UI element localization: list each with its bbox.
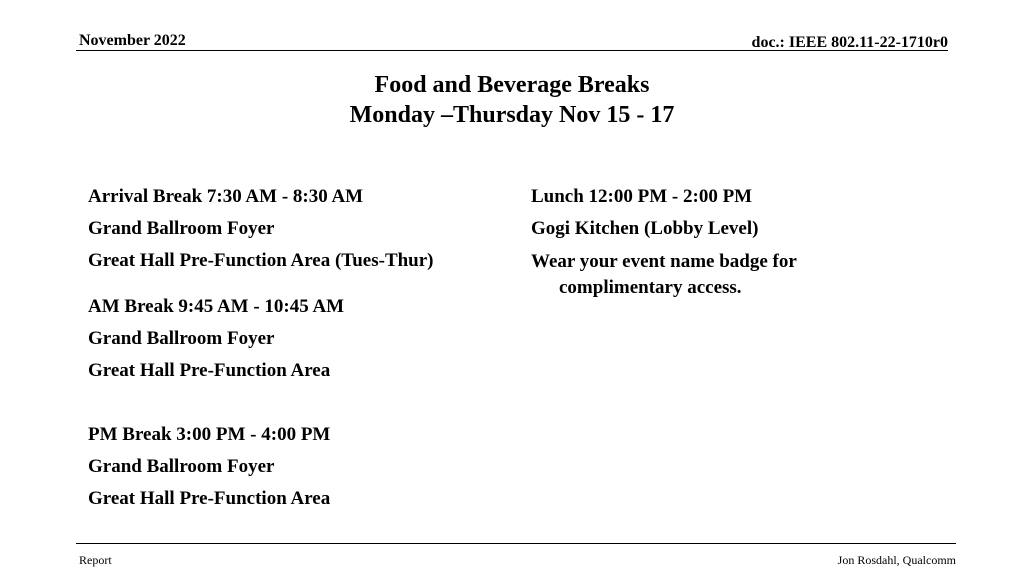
pm-break-location-1: Grand Ballroom Foyer — [88, 456, 275, 477]
title-line-2: Monday –Thursday Nov 15 - 17 — [349, 102, 675, 128]
am-break-block — [88, 295, 508, 383]
pm-break-block — [88, 423, 508, 511]
am-break-time: AM Break 9:45 AM - 10:45 AM — [88, 296, 345, 317]
arrival-break-location-2: Great Hall Pre-Function Area (Tues-Thur) — [88, 250, 434, 271]
lunch-block — [531, 185, 951, 301]
lunch-time: Lunch 12:00 PM - 2:00 PM — [531, 186, 753, 207]
right-column — [531, 185, 951, 309]
arrival-break-time: Arrival Break 7:30 AM - 8:30 AM — [88, 186, 364, 207]
header-date: November 2022 — [79, 32, 186, 49]
header-rule — [76, 50, 948, 51]
footer-right: Jon Rosdahl, Qualcomm — [837, 553, 956, 567]
lunch-note: Wear your event name badge for complimentary access. — [531, 251, 797, 298]
slide-title — [0, 70, 1024, 130]
arrival-break-location-1: Grand Ballroom Foyer — [88, 218, 275, 239]
left-column — [88, 185, 508, 519]
pm-break-location-2: Great Hall Pre-Function Area — [88, 488, 331, 509]
arrival-break-block — [88, 185, 508, 273]
footer-left: Report — [79, 553, 112, 567]
spacer — [88, 281, 508, 295]
am-break-location-1: Grand Ballroom Foyer — [88, 328, 275, 349]
pm-break-time: PM Break 3:00 PM - 4:00 PM — [88, 424, 331, 445]
spacer — [88, 391, 508, 423]
lunch-location: Gogi Kitchen (Lobby Level) — [531, 218, 759, 239]
footer-rule — [76, 543, 956, 544]
am-break-location-2: Great Hall Pre-Function Area — [88, 360, 331, 381]
header-doc-id: doc.: IEEE 802.11-22-1710r0 — [751, 34, 948, 51]
title-line-1: Food and Beverage Breaks — [374, 72, 650, 98]
